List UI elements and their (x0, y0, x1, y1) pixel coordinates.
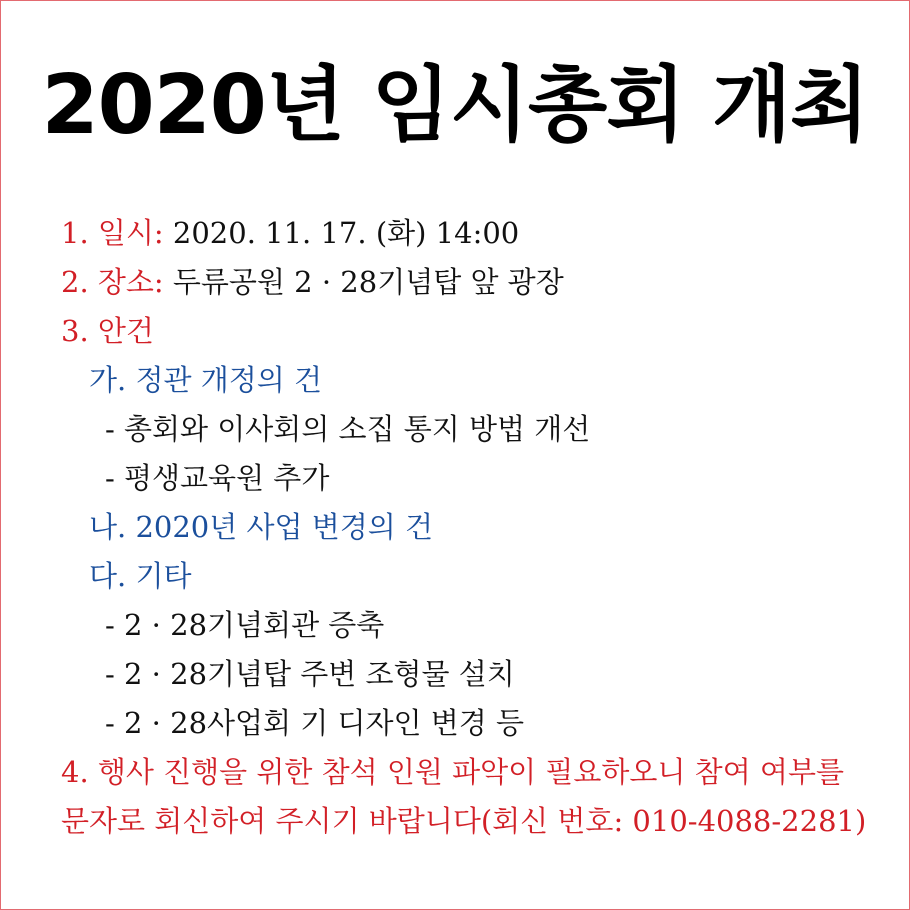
agenda-item-a: 가. 정관 개정의 건 (89, 363, 322, 397)
agenda-item-c-detail-3: - 2 · 28사업회 기 디자인 변경 등 (105, 706, 525, 740)
agenda-item-b: 나. 2020년 사업 변경의 건 (89, 510, 434, 544)
agenda-item-a-detail-2: - 평생교육원 추가 (105, 461, 330, 495)
agenda-heading: 3. 안건 (61, 314, 154, 348)
date-label: 1. 일시: (61, 216, 164, 250)
page-title: 2020년 임시총회 개최 (41, 58, 869, 153)
agenda-item-a-detail-1: - 총회와 이사회의 소집 통지 방법 개선 (105, 412, 591, 446)
place-line (61, 258, 889, 307)
date-line (61, 209, 889, 258)
agenda-item-c: 다. 기타 (89, 559, 192, 593)
place-label: 2. 장소: (61, 265, 164, 299)
place-value: 두류공원 2 · 28기념탑 앞 광장 (172, 265, 564, 299)
agenda-item-c-detail-2: - 2 · 28기념탑 주변 조형물 설치 (105, 657, 515, 691)
agenda-item-c-detail-1: - 2 · 28기념회관 증축 (105, 608, 385, 642)
notice-body (61, 209, 889, 846)
notice-line-1: 4. 행사 진행을 위한 참석 인원 파악이 필요하오니 참여 여부를 (61, 755, 844, 789)
date-value: 2020. 11. 17. (화) 14:00 (172, 216, 520, 250)
notice-line-2: 문자로 회신하여 주시기 바랍니다(회신 번호: 010-4088-2281) (61, 804, 867, 838)
